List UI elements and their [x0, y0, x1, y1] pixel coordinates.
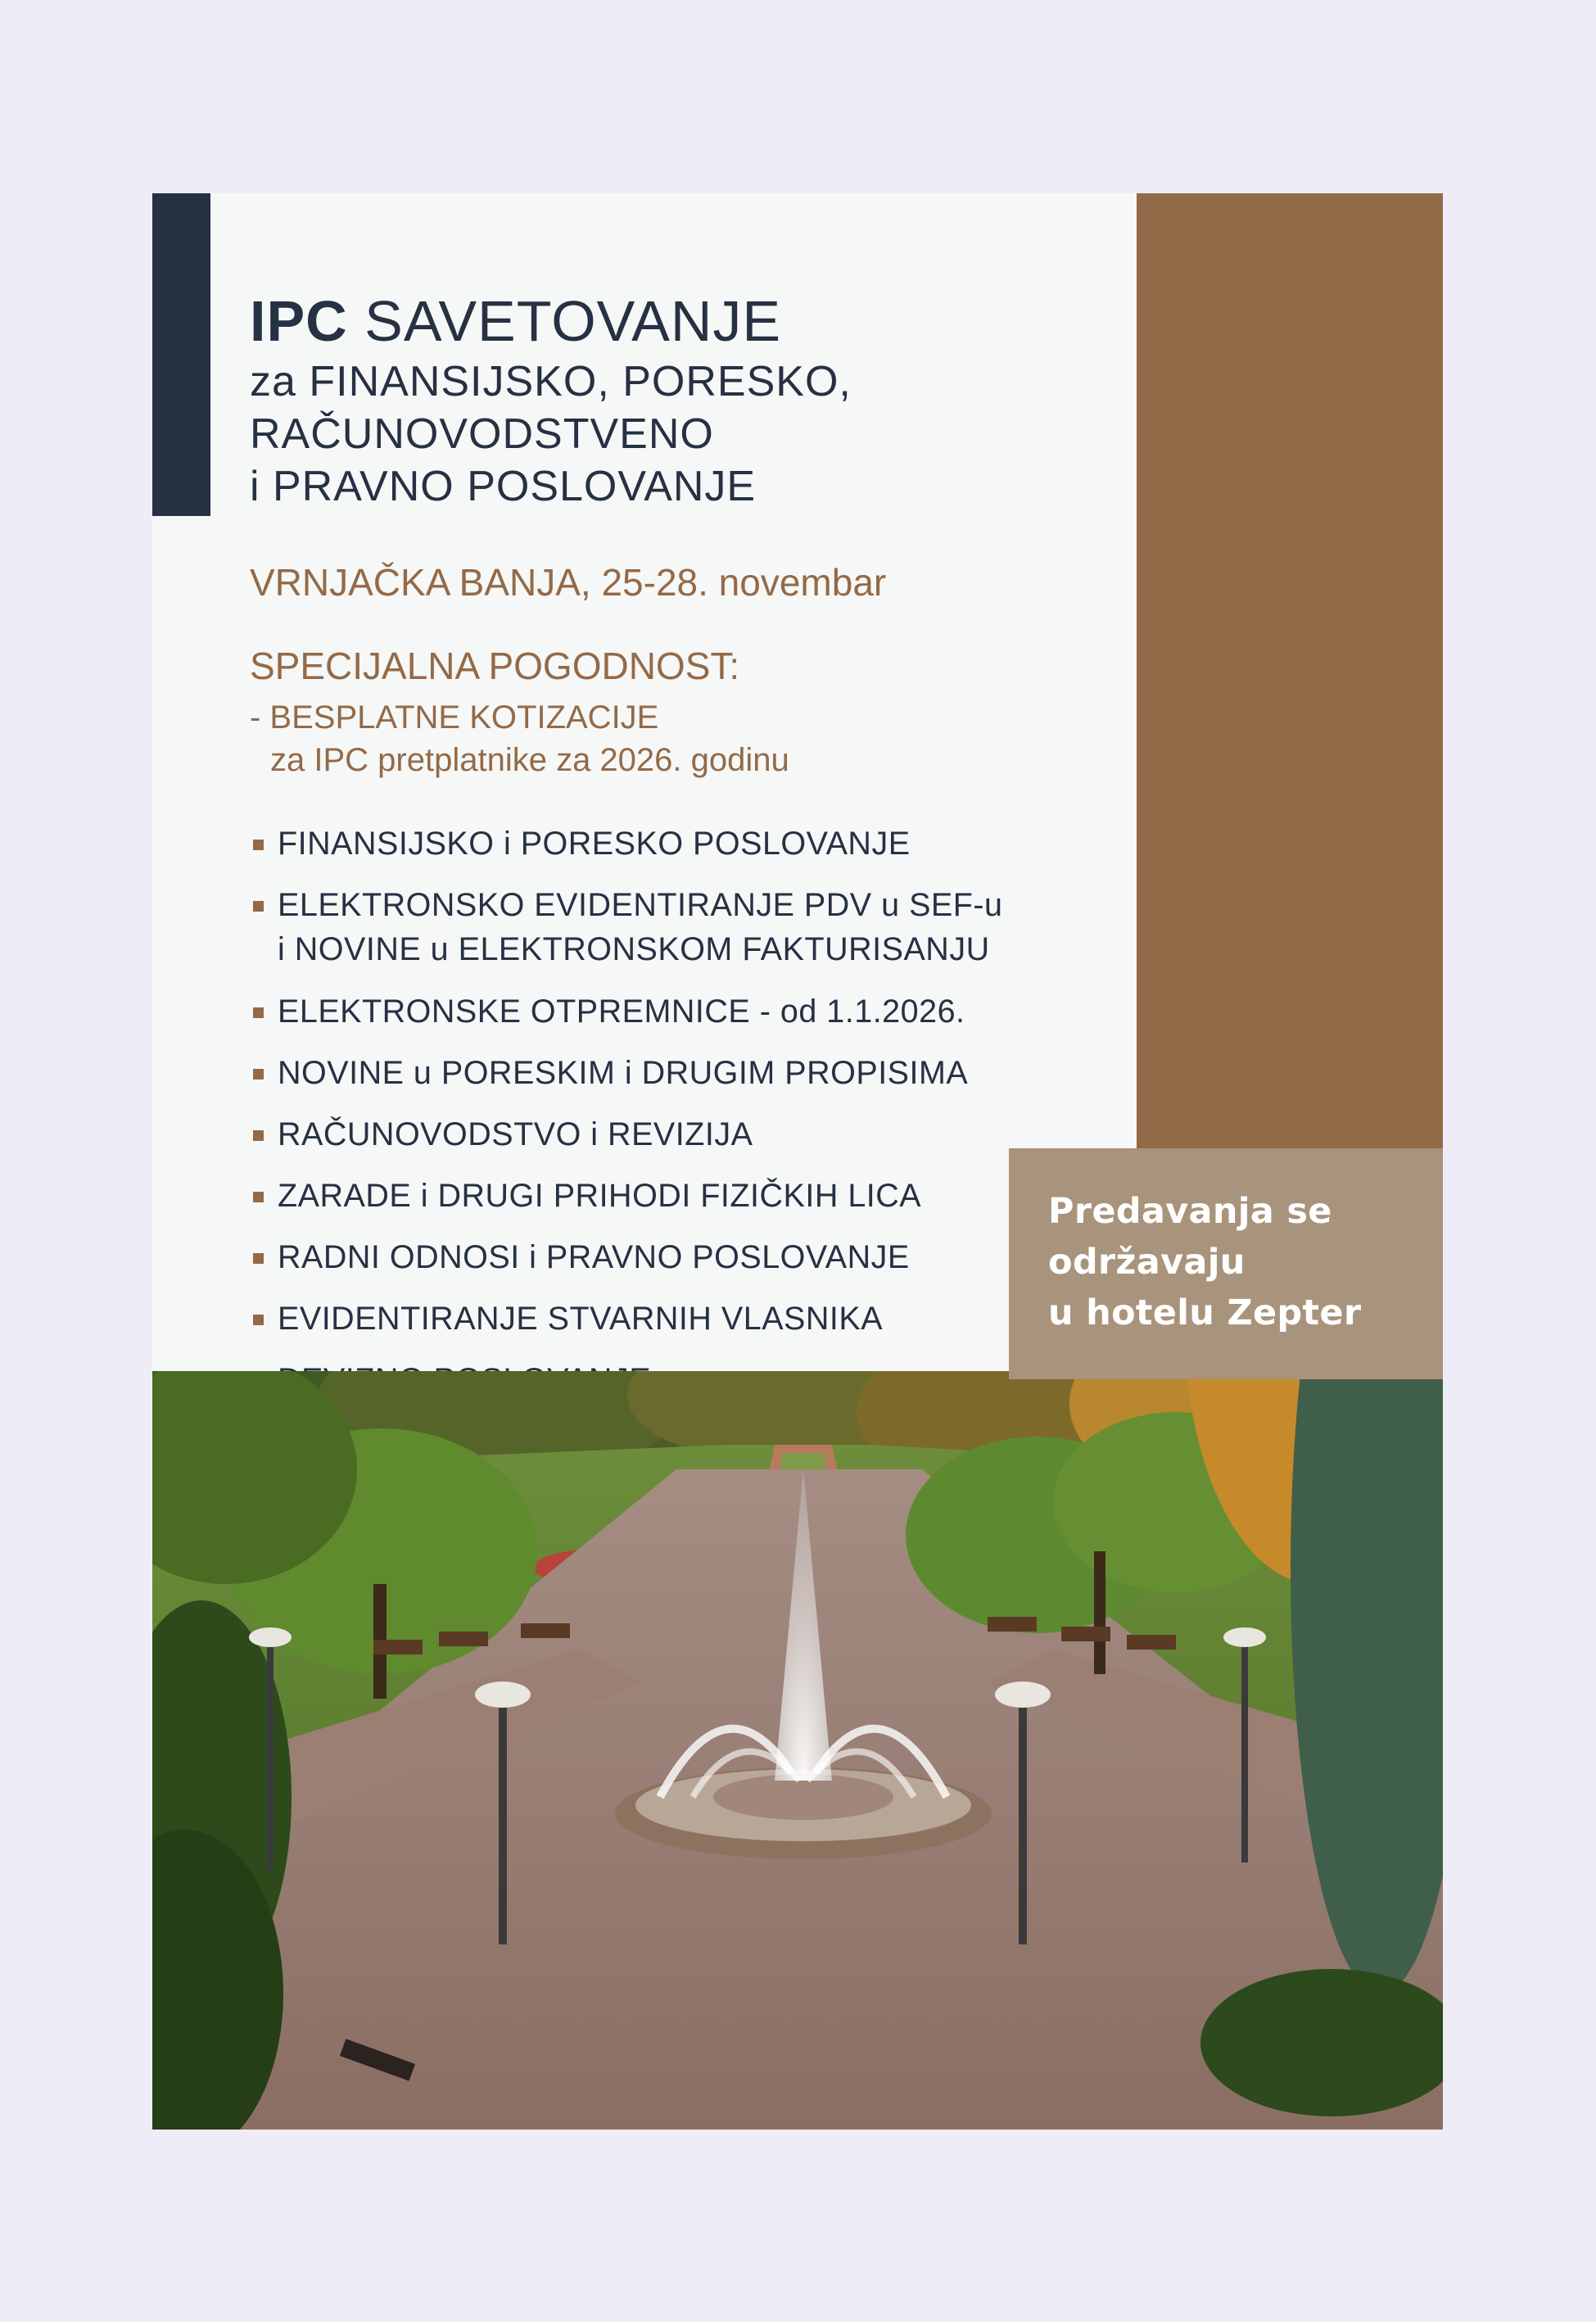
topic-text [278, 1051, 968, 1095]
topic-text [278, 822, 911, 866]
venue-box [1009, 1148, 1443, 1379]
topic-text [278, 1297, 883, 1341]
venue-line-2: održavaju [1048, 1242, 1246, 1283]
park-photo [152, 1371, 1443, 2130]
brown-side-panel [1137, 193, 1443, 1148]
offer-line-1: - BESPLATNE KOTIZACIJE [250, 699, 659, 736]
title-block [250, 287, 852, 513]
topic-text [278, 989, 965, 1034]
topic-line: EVIDENTIRANJE STVARNIH VLASNIKA [278, 1301, 884, 1337]
location-place: VRNJAČKA BANJA, [250, 561, 591, 604]
topic-line: ZARADE i DRUGI PRIHODI FIZIČKIH LICA [278, 1178, 922, 1214]
topic-text [278, 1174, 921, 1218]
offer-heading: SPECIJALNA POGODNOST: [250, 645, 740, 687]
topic-line: ELEKTRONSKO EVIDENTIRANJE PDV u SEF-u [278, 887, 1003, 923]
poster [152, 193, 1443, 2130]
topic-line: FINANSIJSKO i PORESKO POSLOVANJE [278, 826, 911, 862]
navy-accent-bar [152, 193, 210, 516]
topic-text [278, 883, 1003, 971]
bullet-square-icon [253, 840, 264, 850]
bullet-square-icon [253, 1315, 264, 1325]
venue-line-3: u hotelu Zepter [1048, 1292, 1362, 1333]
title-subline-2: RAČUNOVODSTVENO [250, 410, 714, 458]
topic-line: RADNI ODNOSI i PRAVNO POSLOVANJE [278, 1239, 910, 1275]
title-subline-1: za FINANSIJSKO, PORESKO, [250, 358, 852, 405]
topic-text [278, 1235, 910, 1279]
bullet-square-icon [253, 1007, 264, 1018]
venue-line-1: Predavanja se [1048, 1191, 1332, 1232]
bullet-square-icon [253, 901, 264, 912]
bullet-square-icon [253, 1069, 264, 1080]
topic-line: NOVINE u PORESKIM i DRUGIM PROPISIMA [278, 1055, 969, 1091]
topic-line: RAČUNOVODSTVO i REVIZIJA [278, 1116, 753, 1152]
topic-text [278, 1112, 753, 1156]
event-dates: 25-28. novembar [601, 561, 887, 604]
bullet-square-icon [253, 1192, 264, 1202]
title-main [250, 287, 852, 355]
offer-line-2: za IPC pretplatnike za 2026. godinu [270, 742, 789, 778]
bullet-square-icon [253, 1253, 264, 1264]
location-dates [250, 560, 886, 604]
topic-line: ELEKTRONSKE OTPREMNICE - od 1.1.2026. [278, 994, 965, 1030]
brand-name: IPC [250, 289, 348, 353]
title-main-rest: SAVETOVANJE [364, 289, 782, 353]
title-subline-3: i PRAVNO POSLOVANJE [250, 463, 757, 510]
bullet-square-icon [253, 1130, 264, 1141]
topic-line: i NOVINE u ELEKTRONSKOM FAKTURISANJU [278, 931, 990, 967]
